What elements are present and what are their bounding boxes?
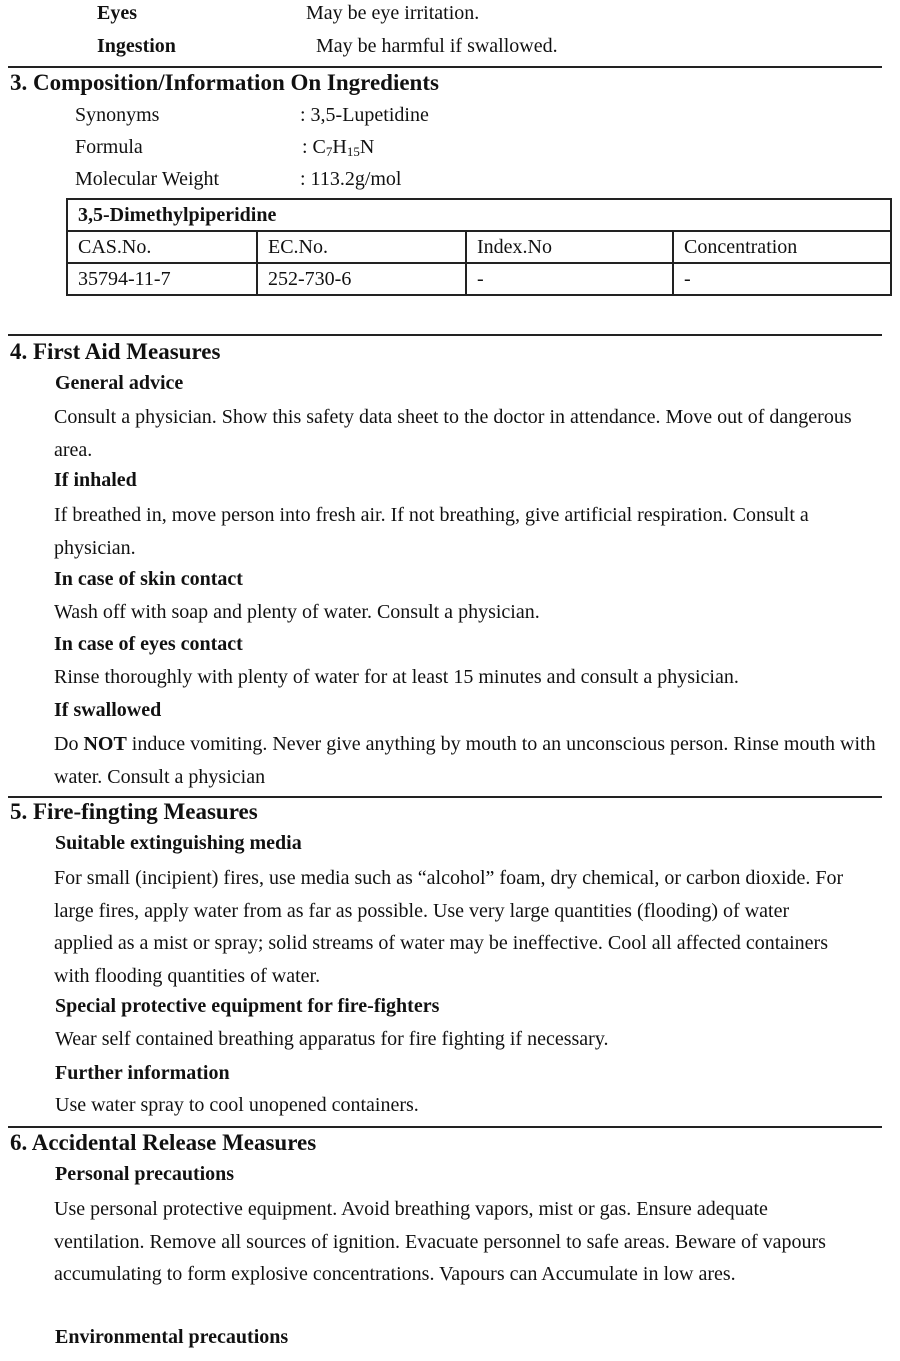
ingredients-table: [66, 198, 892, 296]
skin-contact-heading: In case of skin contact: [54, 568, 243, 590]
personal-precautions-heading: Personal precautions: [55, 1163, 235, 1185]
formula-label: Formula: [75, 136, 143, 158]
section-divider: [8, 1126, 882, 1128]
if-swallowed-text: Do NOT induce vomiting. Never give anything by mouth to an unconscious person. Rinse mouth with water. Consult a physician: [54, 733, 876, 788]
further-information-heading: Further information: [55, 1062, 230, 1084]
section-6-title: 6. Accidental Release Measures: [10, 1130, 317, 1155]
synonyms-label: Synonyms: [75, 104, 160, 126]
section-divider: [8, 66, 882, 68]
concentration-value: -: [673, 263, 891, 295]
extinguishing-media-text: For small (incipient) fires, use media such as “alcohol” foam, dry chemical, or carbon dioxide. For large fires, apply water from as far as possible. Use very large quantities (flooding) of water applied as a mist or spray; solid streams of water may be ineffective. Cool all affected containers with flooding quantities of water.: [54, 867, 844, 987]
index-value: -: [466, 263, 673, 295]
concentration-header: Concentration: [673, 231, 891, 263]
molecular-weight-value: : 113.2g/mol: [300, 168, 402, 190]
environmental-precautions-heading: Environmental precautions: [55, 1326, 289, 1348]
synonyms-value: : 3,5-Lupetidine: [300, 104, 429, 126]
cas-header: CAS.No.: [67, 231, 257, 263]
section-4-title: 4. First Aid Measures: [10, 339, 221, 364]
general-advice-text: Consult a physician. Show this safety data sheet to the doctor in attendance. Move out of dangerous area.: [54, 406, 852, 461]
ingestion-label: Ingestion: [97, 35, 176, 57]
if-swallowed-heading: If swallowed: [54, 699, 162, 721]
eyes-contact-text: Rinse thoroughly with plenty of water for at least 15 minutes and consult a physician.: [54, 666, 739, 688]
table-header-row: [67, 231, 891, 263]
ec-value: 252-730-6: [257, 263, 466, 295]
protective-equipment-text: Wear self contained breathing apparatus for fire fighting if necessary.: [55, 1028, 609, 1050]
molecular-weight-label: Molecular Weight: [75, 168, 220, 190]
if-inhaled-text: If breathed in, move person into fresh air. If not breathing, give artificial respiration. Consult a physician.: [54, 504, 809, 559]
if-inhaled-heading: If inhaled: [54, 469, 137, 491]
further-information-text: Use water spray to cool unopened containers.: [55, 1094, 419, 1116]
cas-value: 35794-11-7: [67, 263, 257, 295]
personal-precautions-text: Use personal protective equipment. Avoid breathing vapors, mist or gas. Ensure adequate ventilation. Remove all sources of ignition. Evacuate personnel to safe areas. Beware of vapours accumulating to form explosive concentrations. Vapours can Accumulate in low ares.: [54, 1198, 826, 1285]
index-header: Index.No: [466, 231, 673, 263]
skin-contact-text: Wash off with soap and plenty of water. Consult a physician.: [54, 601, 540, 623]
section-divider: [8, 796, 882, 798]
eyes-contact-heading: In case of eyes contact: [54, 633, 243, 655]
section-3-title: 3. Composition/Information On Ingredients: [10, 70, 439, 95]
extinguishing-media-heading: Suitable extinguishing media: [55, 832, 302, 854]
substance-name: 3,5-Dimethylpiperidine: [67, 199, 891, 231]
general-advice-heading: General advice: [55, 372, 184, 394]
protective-equipment-heading: Special protective equipment for fire-fighters: [55, 995, 440, 1017]
section-divider: [8, 334, 882, 336]
section-5-title: 5. Fire-fingting Measures: [10, 799, 258, 824]
table-title-row: [67, 199, 891, 231]
eyes-value: May be eye irritation.: [306, 2, 480, 24]
table-row: [67, 263, 891, 295]
ec-header: EC.No.: [257, 231, 466, 263]
ingestion-value: May be harmful if swallowed.: [316, 35, 558, 57]
eyes-label: Eyes: [97, 2, 137, 24]
formula-value: : $C_7H_{15}N$: [302, 136, 375, 159]
